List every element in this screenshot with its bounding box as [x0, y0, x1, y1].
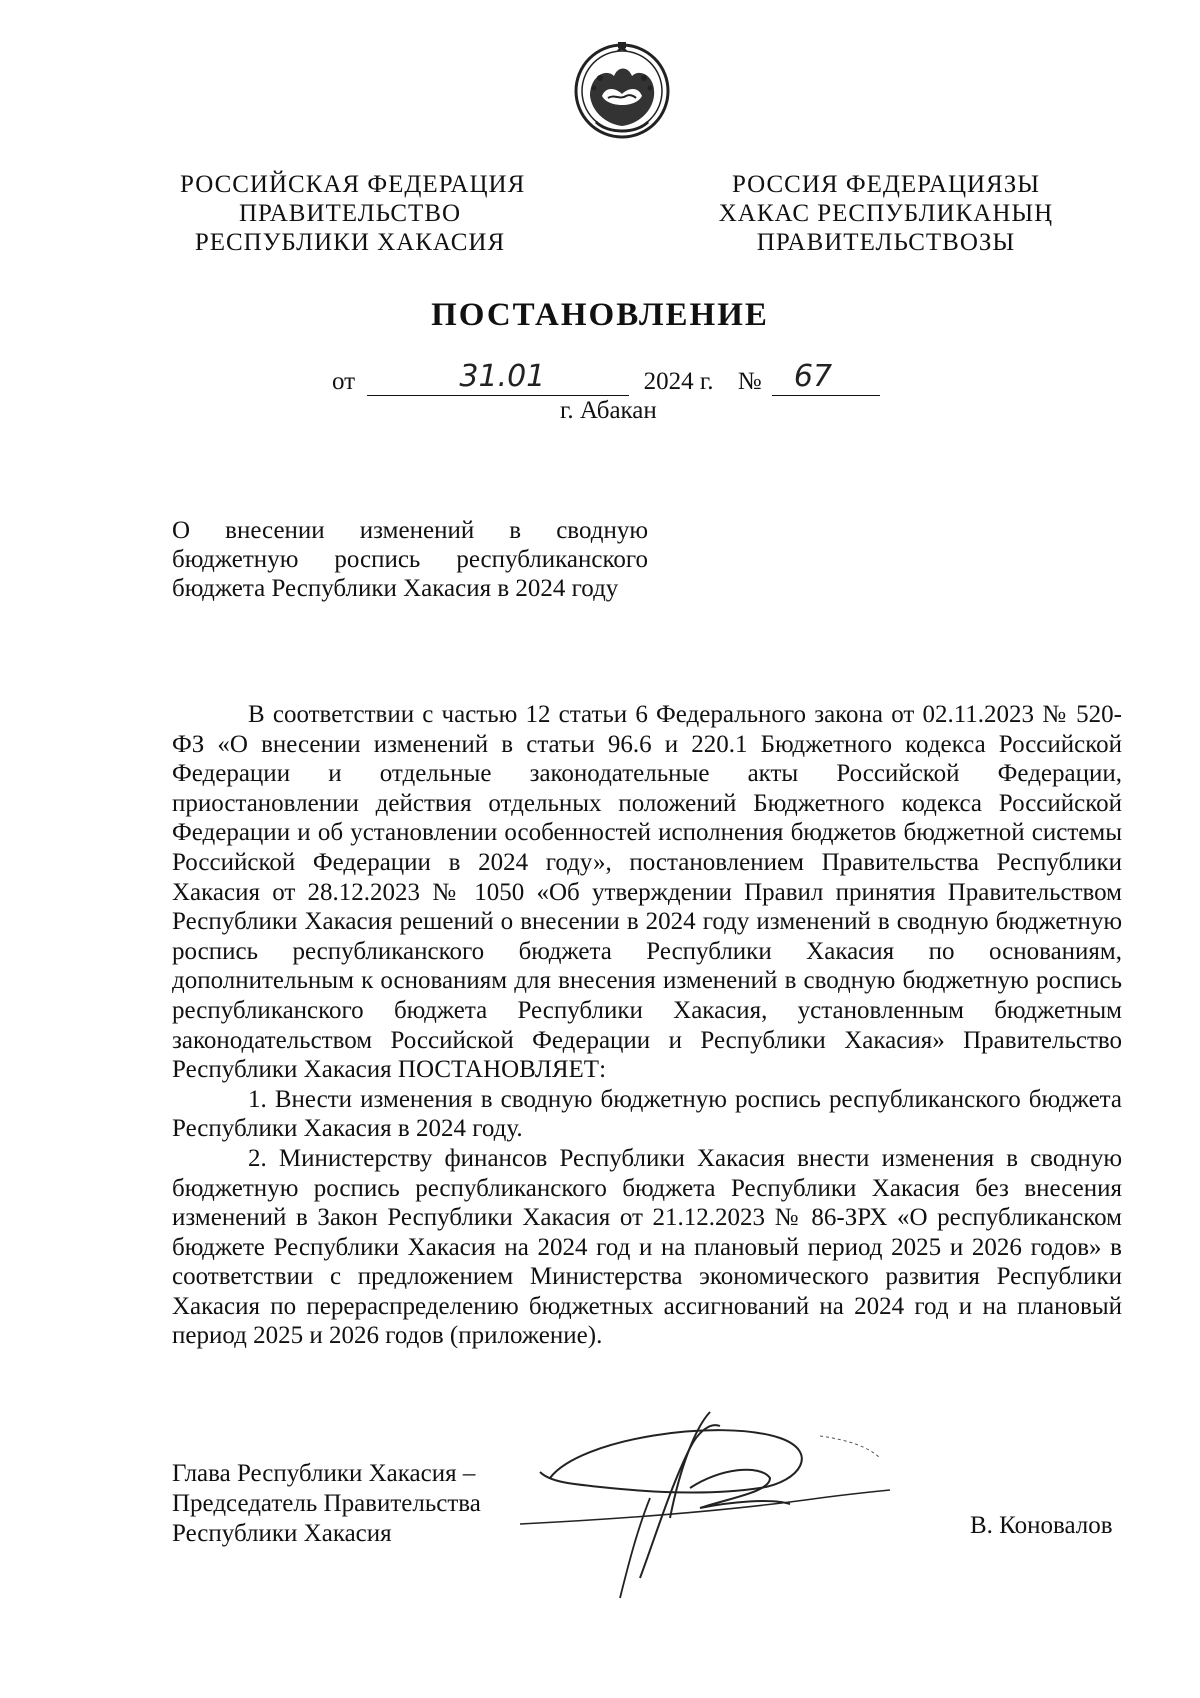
handwritten-date: 31.01: [459, 359, 546, 394]
document-type-title: ПОСТАНОВЛЕНИЕ: [431, 297, 769, 333]
header-russian: [180, 170, 526, 257]
date-blank: [367, 359, 629, 396]
year-label: 2024 г.: [643, 368, 714, 395]
signatory-position-line: Глава Республики Хакасия –: [172, 1460, 476, 1487]
city: г. Абакан: [560, 397, 657, 424]
coat-of-arms-icon: [572, 38, 672, 142]
number-label: №: [737, 368, 762, 395]
signatory-position-line: Председатель Правительства: [172, 1490, 481, 1517]
header-right-line: РОССИЯ ФЕДЕРАЦИЯЗЫ: [731, 171, 1041, 198]
header-left-line: РОССИЙСКАЯ ФЕДЕРАЦИЯ: [180, 171, 526, 198]
handwritten-signature: [520, 1408, 900, 1604]
dateline: [332, 359, 880, 398]
header-right-line: ХАКАС РЕСПУБЛИКАНЫҢ: [718, 200, 1054, 227]
header-khakas: [708, 170, 1064, 257]
header-left-line: РЕСПУБЛИКИ ХАКАСИЯ: [194, 229, 506, 256]
signatory-position: [172, 1459, 512, 1549]
from-label: от: [332, 368, 356, 395]
signatory-position-line: Республики Хакасия: [172, 1520, 392, 1547]
subject-heading: О внесении изменений в сводную бюджетную роспись республиканского бюджета Республики Хакасия в 2024 году: [172, 517, 648, 602]
signatory-name: В. Коновалов: [970, 1512, 1113, 1539]
header-left-line: ПРАВИТЕЛЬСТВО: [238, 200, 462, 227]
body-paragraph-item-2: 2. Министерству финансов Республики Хакасия внести изменения в сводную бюджетную роспись республиканского бюджета Республики Хакасия без внесения изменений в Закон Республики Хакасия от 21.12.2023 № 86-ЗРХ «О республиканском бюджете Республики Хакасия на 2024 год и на плановый период 2025 и 2026 годов» в соответствии с предложением Министерства экономического развития Республики Хакасия по перераспределению бюджетных ассигнований на 2024 год и на плановый период 2025 и 2026 годов (приложение).: [172, 1144, 1122, 1350]
number-blank: [772, 359, 880, 396]
body-paragraph-preamble: В соответствии с частью 12 статьи 6 Федерального закона от 02.11.2023 № 520-ФЗ «О внесении изменений в статьи 96.6 и 220.1 Бюджетного кодекса Российской Федерации и отдельные законодательные акты Российской Федерации, приостановлении действия отдельных положений Бюджетного кодекса Российской Федерации и об установлении особенностей исполнения бюджетов бюджетной системы Российской Федерации в 2024 году», постановлением Правительства Республики Хакасия от 28.12.2023 № 1050 «Об утверждении Правил принятия Правительством Республики Хакасия решений о внесении в 2024 году изменений в сводную бюджетную роспись республиканского бюджета Республики Хакасия по основаниям, дополнительным к основаниям для внесения изменений в сводную бюджетную роспись республиканского бюджета Республики Хакасия, установленным бюджетным законодательством Российской Федерации и Республики Хакасия» Правительство Республики Хакасия ПОСТАНОВЛЯЕТ:: [172, 701, 1122, 1084]
header-right-line: ПРАВИТЕЛЬСТВОЗЫ: [756, 229, 1016, 256]
body-paragraph-item-1: 1. Внести изменения в сводную бюджетную роспись республиканского бюджета Республики Хакасия в 2024 году.: [172, 1085, 1122, 1143]
document-body: [172, 700, 1122, 1351]
handwritten-number: 67: [793, 359, 833, 394]
